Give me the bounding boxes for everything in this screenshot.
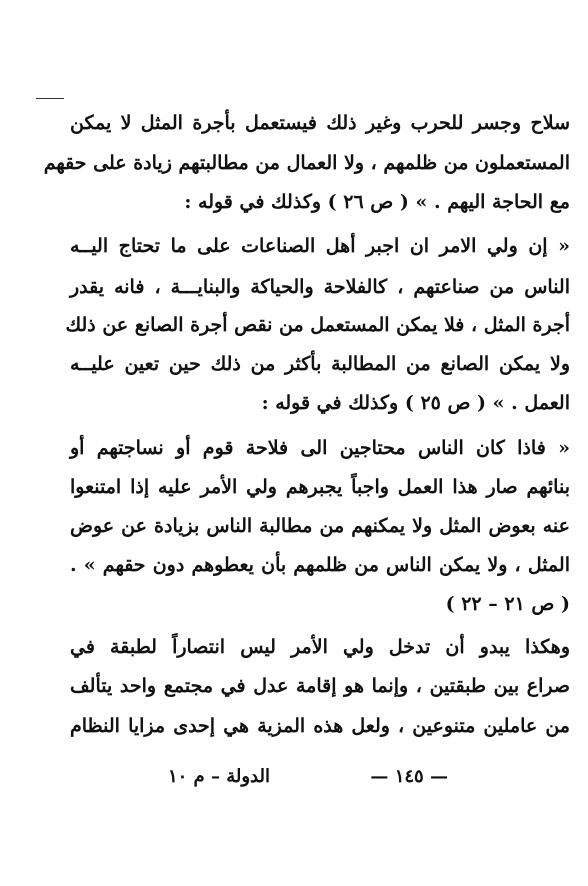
text-line-14: وهكذا يبدو أن تدخل ولي الأمر ليس انتصاراً لطبقة في xyxy=(70,636,570,658)
text-line-11: عنه بعوض المثل ولا يمكنهم من مطالبة الناس بزيادة عن عوض xyxy=(70,515,570,537)
text-line-5: الناس من صناعتهم ، كالفلاحة والحياكة والبنايـــة ، فانه يقدر xyxy=(70,276,570,298)
text-line-10: بنائهم صار هذا العمل واجباً يجبرهم ولي الأمر عليه إذا امتنعوا xyxy=(70,476,570,498)
text-line-3: مع الحاجة اليهم . » ( ص ٢٦ ) وكذلك في قوله : xyxy=(184,191,570,213)
text-line-7: ولا يمكن الصانع من المطالبة بأكثر من ذلك حين تعين عليــه xyxy=(70,353,570,375)
text-line-9: « فاذا كان الناس محتاجين الى فلاحة قوم أو نساجتهم أو xyxy=(70,437,570,459)
text-line-16: من عاملين متنوعين ، ولعل هذه المزية هي إحدى مزايا النظام xyxy=(70,715,570,737)
running-title: الدولة – م ١٠ xyxy=(167,766,270,787)
text-line-12: المثل ، ولا يمكن الناس من ظلمهم بأن يعطوهم دون حقهم » . xyxy=(70,554,570,576)
page-number: — ١٤٥ — xyxy=(370,766,448,787)
text-line-4: « إن ولي الامر ان اجبر أهل الصناعات على ما تحتاج اليــه xyxy=(70,235,570,257)
page-footer xyxy=(90,762,540,792)
text-line-2: المستعملون من ظلمهم ، ولا العمال من مطالبتهم زيادة على حقهم xyxy=(43,152,570,174)
top-margin-mark xyxy=(36,98,64,99)
text-line-15: صراع بين طبقتين ، وإنما هو إقامة عدل في مجتمع واحد يتألف xyxy=(70,675,570,697)
text-line-13: ( ص ٢١ – ٢٢ ) xyxy=(445,593,570,615)
text-line-8: العمل . » ( ص ٢٥ ) وكذلك في قوله : xyxy=(261,392,570,414)
text-line-6: أجرة المثل ، فلا يمكن المستعمل من نقص أجرة الصانع عن ذلك xyxy=(65,314,570,336)
text-line-1: سلاح وجسر للحرب وغير ذلك فيستعمل بأجرة المثل لا يمكن xyxy=(70,112,570,134)
